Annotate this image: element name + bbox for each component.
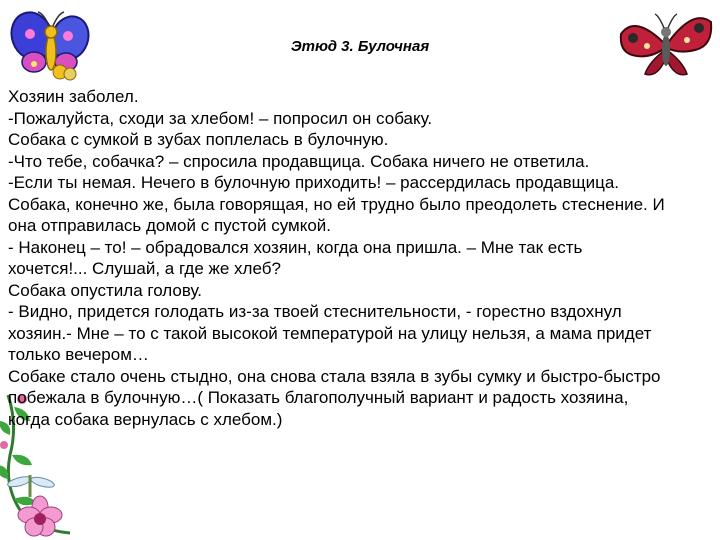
text-line: -Если ты немая. Нечего в булочную приходить! – рассердилась продавщица. [8, 173, 620, 192]
text-line: Собака, конечно же, была говорящая, но ей трудно было преодолеть стеснение. И [8, 194, 665, 214]
text-line: она отправилась домой с пустой сумкой. [8, 216, 332, 235]
story-text [8, 86, 710, 430]
text-line: -Пожалуйста, сходи за хлебом! – попросил он собаку. [8, 108, 433, 128]
text-line: Собака опустила голову. [8, 280, 203, 300]
text-line: побежала в булочную…( Показать благополучный вариант и радость хозяина, [8, 388, 629, 407]
text-line: Собака с сумкой в зубах поплелась в булочную. [8, 130, 389, 149]
text-line: Собаке стало очень стыдно, она снова стала взяла в зубы сумку и быстро-быстро [8, 366, 661, 386]
text-line: хочется!... Слушай, а где же хлеб? [8, 259, 281, 278]
text-line: - Видно, придется голодать из-за твоей стеснительности, - горестно вздохнул [8, 302, 622, 321]
text-line: - Наконец – то! – обрадовался хозяин, когда она пришла. – Мне так есть [8, 237, 583, 257]
page-title: Этюд 3. Булочная [290, 38, 430, 55]
text-line: только вечером… [8, 345, 149, 364]
text-line: хозяин.- Мне – то с такой высокой температурой на улицу нельзя, а мама придет [8, 323, 652, 343]
text-line: когда собака вернулась с хлебом.) [8, 409, 283, 429]
text-line: Хозяин заболел. [8, 87, 139, 106]
text-line: -Что тебе, собачка? – спросила продавщица. Собака ничего не ответила. [8, 151, 590, 171]
